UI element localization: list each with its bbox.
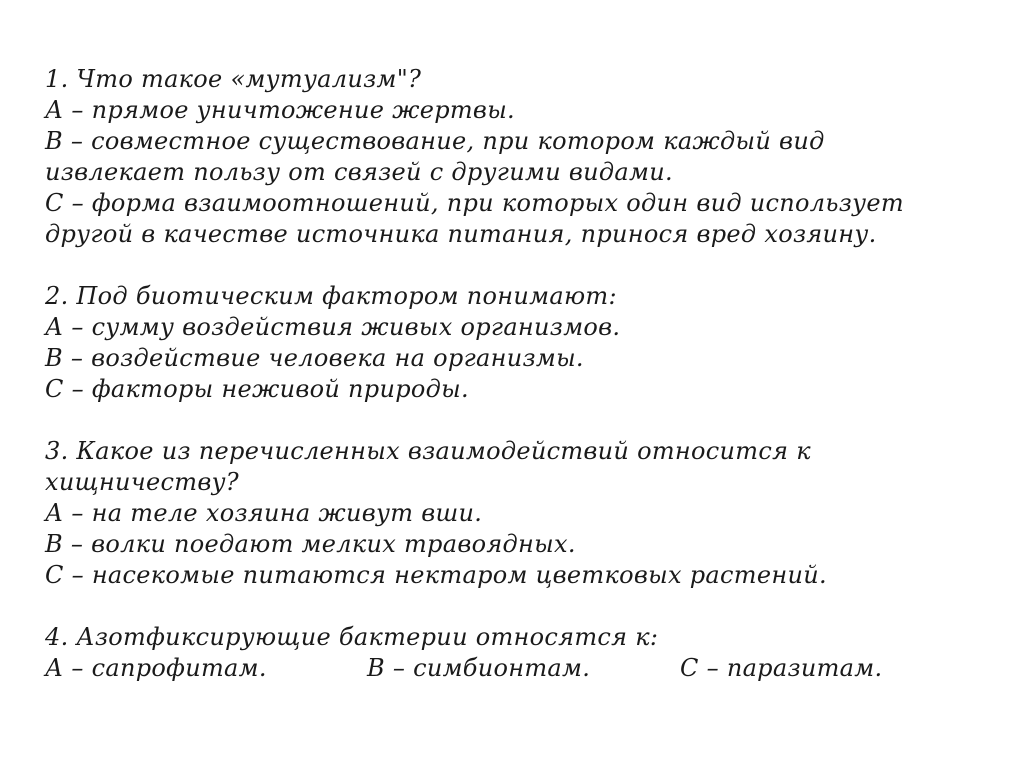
question-4-options <box>45 653 1005 684</box>
question-2-text: 2. Под биотическим фактором понимают: <box>45 282 617 310</box>
question-4-text: 4. Азотфиксирующие бактерии относятся к: <box>45 623 659 651</box>
question-1-option-b: В – совместное существование, при котором каждый вид извлекает пользу от связей с другими видами. <box>45 127 825 186</box>
question-1-text: 1. Что такое «мутуализм"? <box>45 65 422 93</box>
question-3 <box>45 436 1005 591</box>
question-1 <box>45 64 1005 250</box>
question-2-option-c: С – факторы неживой природы. <box>45 375 469 403</box>
quiz-text <box>45 64 1005 715</box>
question-2-option-b: В – воздействие человека на организмы. <box>45 344 584 372</box>
question-3-option-a: А – на теле хозяина живут вши. <box>45 499 483 527</box>
question-4 <box>45 622 1005 684</box>
question-4-option-a: А – сапрофитам. <box>45 654 267 682</box>
question-1-option-c: С – форма взаимоотношений, при которых один вид использует другой в качестве источника питания, принося вред хозяину. <box>45 189 904 248</box>
question-3-option-c: С – насекомые питаются нектаром цветковых растений. <box>45 561 827 589</box>
question-4-option-b: В – симбионтам. <box>367 654 591 682</box>
question-2-option-a: А – сумму воздействия живых организмов. <box>45 313 621 341</box>
question-3-option-b: В – волки поедают мелких травоядных. <box>45 530 576 558</box>
question-1-option-a: А – прямое уничтожение жертвы. <box>45 96 515 124</box>
question-3-text: 3. Какое из перечисленных взаимодействий относится к хищничеству? <box>45 437 811 496</box>
question-4-option-c: С – паразитам. <box>680 654 883 682</box>
question-2 <box>45 281 1005 405</box>
